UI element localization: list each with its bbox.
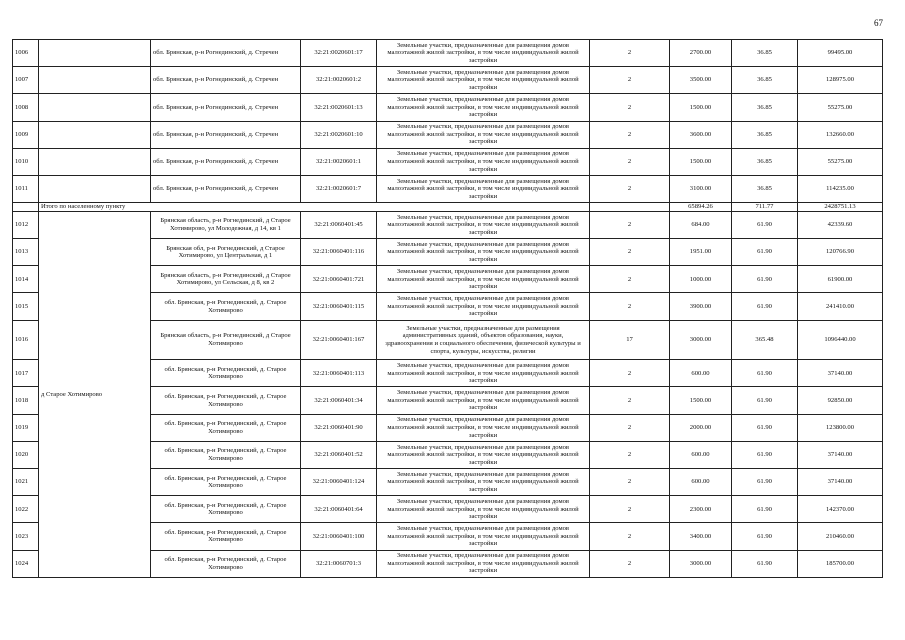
row-number-cell: 1016 <box>13 320 39 360</box>
area-cell: 1500.00 <box>670 94 732 121</box>
purpose-code-cell: 2 <box>590 121 670 148</box>
locality-cell <box>39 94 151 121</box>
cadastral-value-cell: 142370.00 <box>798 496 883 523</box>
total-area-cell: 65894.26 <box>670 203 732 212</box>
cadastral-value-cell: 55275.00 <box>798 148 883 175</box>
cadastral-number-cell: 32:21:0060401:45 <box>301 211 377 238</box>
area-cell: 3600.00 <box>670 121 732 148</box>
purpose-code-cell: 2 <box>590 414 670 441</box>
cadastral-number-cell: 32:21:0020601:17 <box>301 40 377 67</box>
rate-cell: 61.90 <box>732 293 798 320</box>
area-cell: 600.00 <box>670 441 732 468</box>
cadastral-value-cell: 99495.00 <box>798 40 883 67</box>
row-number-cell: 1010 <box>13 148 39 175</box>
purpose-code-cell: 2 <box>590 148 670 175</box>
rate-cell: 36.85 <box>732 67 798 94</box>
land-purpose-cell: Земельные участки, предназначенные для размещения домов малоэтажной жилой застройки, в том числе индивидуальной жилой застройки <box>377 121 590 148</box>
row-number-cell: 1018 <box>13 387 39 414</box>
table-body <box>13 40 883 578</box>
rate-cell: 36.85 <box>732 175 798 202</box>
table-row <box>13 148 883 175</box>
rate-cell: 61.90 <box>732 414 798 441</box>
cadastral-value-cell: 37140.00 <box>798 441 883 468</box>
cadastral-number-cell: 32:21:0060401:167 <box>301 320 377 360</box>
cadastral-number-cell: 32:21:0060401:90 <box>301 414 377 441</box>
purpose-code-cell: 17 <box>590 320 670 360</box>
cadastral-number-cell: 32:21:0060401:34 <box>301 387 377 414</box>
cadastral-number-cell: 32:21:0020601:13 <box>301 94 377 121</box>
row-number-cell: 1008 <box>13 94 39 121</box>
cadastral-number-cell: 32:21:0060401:124 <box>301 469 377 496</box>
cadastral-number-cell: 32:21:0060401:100 <box>301 523 377 550</box>
land-purpose-cell: Земельные участки, предназначенные для размещения домов малоэтажной жилой застройки, в том числе индивидуальной жилой застройки <box>377 40 590 67</box>
purpose-code-cell: 2 <box>590 387 670 414</box>
land-purpose-cell: Земельные участки, предназначенные для размещения домов малоэтажной жилой застройки, в том числе индивидуальной жилой застройки <box>377 67 590 94</box>
area-cell: 3400.00 <box>670 523 732 550</box>
purpose-code-cell: 2 <box>590 40 670 67</box>
rate-cell: 61.90 <box>732 523 798 550</box>
cadastral-number-cell: 32:21:0060701:3 <box>301 550 377 577</box>
cadastral-value-cell: 114235.00 <box>798 175 883 202</box>
table-row <box>13 175 883 202</box>
row-number-cell: 1022 <box>13 496 39 523</box>
purpose-code-cell: 2 <box>590 496 670 523</box>
rate-cell: 36.85 <box>732 121 798 148</box>
land-purpose-cell: Земельные участки, предназначенные для размещения административных зданий, объектов образования, науки, здравоохранения и социального обеспечения, физической культуры и спорта, культуры, искусства, религии <box>377 320 590 360</box>
land-purpose-cell: Земельные участки, предназначенные для размещения домов малоэтажной жилой застройки, в том числе индивидуальной жилой застройки <box>377 94 590 121</box>
table-row <box>13 94 883 121</box>
table-row <box>13 40 883 67</box>
table-row <box>13 67 883 94</box>
cadastral-number-cell: 32:21:0060401:64 <box>301 496 377 523</box>
total-row <box>13 203 883 212</box>
cadastral-value-cell: 55275.00 <box>798 94 883 121</box>
address-cell: обл. Брянская, р-н Рогнединский, д. Стречен <box>151 175 301 202</box>
land-purpose-cell: Земельные участки, предназначенные для размещения домов малоэтажной жилой застройки, в том числе индивидуальной жилой застройки <box>377 550 590 577</box>
row-number-cell: 1009 <box>13 121 39 148</box>
purpose-code-cell: 2 <box>590 360 670 387</box>
purpose-code-cell: 2 <box>590 523 670 550</box>
locality-cell <box>39 121 151 148</box>
land-purpose-cell: Земельные участки, предназначенные для размещения домов малоэтажной жилой застройки, в том числе индивидуальной жилой застройки <box>377 414 590 441</box>
cadastral-number-cell: 32:21:0020601:2 <box>301 67 377 94</box>
cadastral-number-cell: 32:21:0060401:721 <box>301 266 377 293</box>
land-purpose-cell: Земельные участки, предназначенные для размещения домов малоэтажной жилой застройки, в том числе индивидуальной жилой застройки <box>377 211 590 238</box>
cadastral-number-cell: 32:21:0020601:10 <box>301 121 377 148</box>
rate-cell: 365.48 <box>732 320 798 360</box>
rate-cell: 36.85 <box>732 148 798 175</box>
cadastral-value-cell: 185700.00 <box>798 550 883 577</box>
row-number-cell: 1020 <box>13 441 39 468</box>
purpose-code-cell: 2 <box>590 211 670 238</box>
purpose-code-cell: 2 <box>590 94 670 121</box>
cadastral-value-cell: 128975.00 <box>798 67 883 94</box>
address-cell: Брянская обл, р-н Рогнединский, д Старое Хотимирово, ул Центральная, д 1 <box>151 239 301 266</box>
cadastral-value-cell: 123800.00 <box>798 414 883 441</box>
purpose-code-cell: 2 <box>590 239 670 266</box>
total-label: Итого по населенному пункту <box>39 203 590 212</box>
purpose-code-cell: 2 <box>590 550 670 577</box>
locality-cell: д Старое Хотимирово <box>39 211 151 577</box>
cadastral-number-cell: 32:21:0060401:52 <box>301 441 377 468</box>
area-cell: 2300.00 <box>670 496 732 523</box>
page-number: 67 <box>874 18 883 28</box>
total-value-cell: 2428751.13 <box>798 203 883 212</box>
land-purpose-cell: Земельные участки, предназначенные для размещения домов малоэтажной жилой застройки, в том числе индивидуальной жилой застройки <box>377 175 590 202</box>
address-cell: обл. Брянская, р-н Рогнединский, д. Старое Хотимирово <box>151 523 301 550</box>
rate-cell: 61.90 <box>732 441 798 468</box>
cadastral-value-cell: 92850.00 <box>798 387 883 414</box>
cadastral-number-cell: 32:21:0060401:115 <box>301 293 377 320</box>
rate-cell: 61.90 <box>732 387 798 414</box>
cadastral-value-cell: 210460.00 <box>798 523 883 550</box>
address-cell: обл. Брянская, р-н Рогнединский, д. Старое Хотимирово <box>151 414 301 441</box>
cadastral-value-table <box>12 39 883 578</box>
purpose-code-cell: 2 <box>590 266 670 293</box>
land-purpose-cell: Земельные участки, предназначенные для размещения домов малоэтажной жилой застройки, в том числе индивидуальной жилой застройки <box>377 441 590 468</box>
purpose-code-cell: 2 <box>590 469 670 496</box>
row-number-cell: 1013 <box>13 239 39 266</box>
rate-cell: 36.85 <box>732 94 798 121</box>
locality-cell <box>39 148 151 175</box>
cadastral-value-cell: 1096440.00 <box>798 320 883 360</box>
total-blank-cell <box>590 203 670 212</box>
cadastral-number-cell: 32:21:0020601:1 <box>301 148 377 175</box>
cadastral-number-cell: 32:21:0060401:113 <box>301 360 377 387</box>
row-number-cell: 1024 <box>13 550 39 577</box>
area-cell: 1500.00 <box>670 148 732 175</box>
area-cell: 3100.00 <box>670 175 732 202</box>
rate-cell: 61.90 <box>732 469 798 496</box>
address-cell: обл. Брянская, р-н Рогнединский, д. Стречен <box>151 40 301 67</box>
rate-cell: 61.90 <box>732 239 798 266</box>
area-cell: 3000.00 <box>670 320 732 360</box>
address-cell: обл. Брянская, р-н Рогнединский, д. Старое Хотимирово <box>151 550 301 577</box>
row-number-cell: 1007 <box>13 67 39 94</box>
cadastral-value-cell: 37140.00 <box>798 469 883 496</box>
rate-cell: 61.90 <box>732 550 798 577</box>
address-cell: обл. Брянская, р-н Рогнединский, д. Старое Хотимирово <box>151 441 301 468</box>
area-cell: 2700.00 <box>670 40 732 67</box>
locality-cell <box>39 67 151 94</box>
address-cell: обл. Брянская, р-н Рогнединский, д. Стречен <box>151 94 301 121</box>
total-rate-cell: 711.77 <box>732 203 798 212</box>
row-number-cell: 1021 <box>13 469 39 496</box>
table-row <box>13 121 883 148</box>
row-number-cell: 1012 <box>13 211 39 238</box>
table-row <box>13 211 883 238</box>
address-cell: обл. Брянская, р-н Рогнединский, д. Старое Хотимирово <box>151 469 301 496</box>
land-purpose-cell: Земельные участки, предназначенные для размещения домов малоэтажной жилой застройки, в том числе индивидуальной жилой застройки <box>377 387 590 414</box>
area-cell: 1500.00 <box>670 387 732 414</box>
row-number-cell: 1015 <box>13 293 39 320</box>
land-purpose-cell: Земельные участки, предназначенные для размещения домов малоэтажной жилой застройки, в том числе индивидуальной жилой застройки <box>377 496 590 523</box>
address-cell: Брянская область, р-н Рогнединский, д Старое Хотимирово, ул Молодежная, д 14, кв 1 <box>151 211 301 238</box>
row-number-cell: 1023 <box>13 523 39 550</box>
area-cell: 3000.00 <box>670 550 732 577</box>
cadastral-number-cell: 32:21:0060401:116 <box>301 239 377 266</box>
land-purpose-cell: Земельные участки, предназначенные для размещения домов малоэтажной жилой застройки, в том числе индивидуальной жилой застройки <box>377 293 590 320</box>
rate-cell: 36.85 <box>732 40 798 67</box>
row-number-cell: 1017 <box>13 360 39 387</box>
address-cell: обл. Брянская, р-н Рогнединский, д. Старое Хотимирово <box>151 387 301 414</box>
row-number-cell: 1006 <box>13 40 39 67</box>
locality-cell <box>39 40 151 67</box>
area-cell: 3900.00 <box>670 293 732 320</box>
address-cell: обл. Брянская, р-н Рогнединский, д. Старое Хотимирово <box>151 496 301 523</box>
land-purpose-cell: Земельные участки, предназначенные для размещения домов малоэтажной жилой застройки, в том числе индивидуальной жилой застройки <box>377 266 590 293</box>
locality-cell <box>39 175 151 202</box>
purpose-code-cell: 2 <box>590 175 670 202</box>
cadastral-value-cell: 241410.00 <box>798 293 883 320</box>
cadastral-value-cell: 37140.00 <box>798 360 883 387</box>
area-cell: 1951.00 <box>670 239 732 266</box>
rate-cell: 61.90 <box>732 266 798 293</box>
area-cell: 600.00 <box>670 469 732 496</box>
cadastral-number-cell: 32:21:0020601:7 <box>301 175 377 202</box>
rate-cell: 61.90 <box>732 496 798 523</box>
area-cell: 600.00 <box>670 360 732 387</box>
land-purpose-cell: Земельные участки, предназначенные для размещения домов малоэтажной жилой застройки, в том числе индивидуальной жилой застройки <box>377 523 590 550</box>
address-cell: обл. Брянская, р-н Рогнединский, д. Стречен <box>151 67 301 94</box>
land-purpose-cell: Земельные участки, предназначенные для размещения домов малоэтажной жилой застройки, в том числе индивидуальной жилой застройки <box>377 239 590 266</box>
purpose-code-cell: 2 <box>590 441 670 468</box>
area-cell: 3500.00 <box>670 67 732 94</box>
total-blank-cell <box>13 203 39 212</box>
row-number-cell: 1014 <box>13 266 39 293</box>
purpose-code-cell: 2 <box>590 67 670 94</box>
row-number-cell: 1019 <box>13 414 39 441</box>
rate-cell: 61.90 <box>732 211 798 238</box>
land-purpose-cell: Земельные участки, предназначенные для размещения домов малоэтажной жилой застройки, в том числе индивидуальной жилой застройки <box>377 360 590 387</box>
address-cell: обл. Брянская, р-н Рогнединский, д. Старое Хотимирово <box>151 360 301 387</box>
address-cell: обл. Брянская, р-н Рогнединский, д. Стречен <box>151 148 301 175</box>
area-cell: 1000.00 <box>670 266 732 293</box>
address-cell: Брянская область, р-н Рогнединский, д Старое Хотимирово <box>151 320 301 360</box>
area-cell: 684.00 <box>670 211 732 238</box>
land-purpose-cell: Земельные участки, предназначенные для размещения домов малоэтажной жилой застройки, в том числе индивидуальной жилой застройки <box>377 469 590 496</box>
cadastral-value-cell: 132660.00 <box>798 121 883 148</box>
land-purpose-cell: Земельные участки, предназначенные для размещения домов малоэтажной жилой застройки, в том числе индивидуальной жилой застройки <box>377 148 590 175</box>
area-cell: 2000.00 <box>670 414 732 441</box>
rate-cell: 61.90 <box>732 360 798 387</box>
cadastral-value-cell: 120766.90 <box>798 239 883 266</box>
cadastral-value-cell: 42339.60 <box>798 211 883 238</box>
cadastral-value-cell: 61900.00 <box>798 266 883 293</box>
address-cell: обл. Брянская, р-н Рогнединский, д. Старое Хотимирово <box>151 293 301 320</box>
purpose-code-cell: 2 <box>590 293 670 320</box>
address-cell: Брянская область, р-н Рогнединский, д Старое Хотимирово, ул Сельская, д 8, кв 2 <box>151 266 301 293</box>
row-number-cell: 1011 <box>13 175 39 202</box>
address-cell: обл. Брянская, р-н Рогнединский, д. Стречен <box>151 121 301 148</box>
